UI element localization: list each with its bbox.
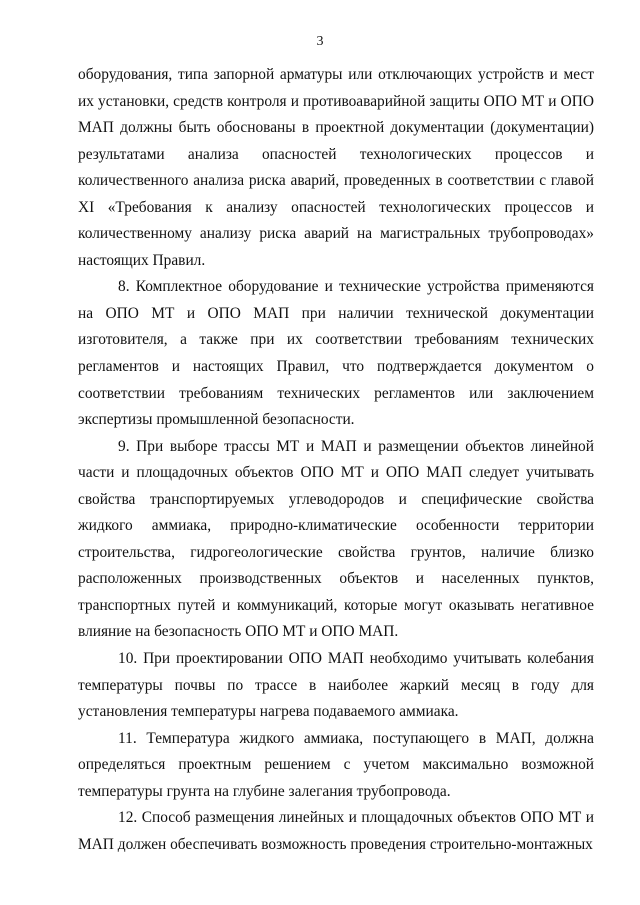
paragraph-item-9: 9. При выборе трассы МТ и МАП и размещении объектов линейной части и площадочных объектов ОПО МТ и ОПО МАП следует учитывать свойства транспортируемых углеводородов и специфические свойства жидкого аммиака, природно-климатические особенности территории строительства, гидрогеологические свойства грунтов, наличие близко расположенных производственных объектов и населенных пунктов, транспортных путей и коммуникаций, которые могут оказывать негативное влияние на безопасность ОПО МТ и ОПО МАП. <box>78 437 594 641</box>
paragraph-item-12: 12. Способ размещения линейных и площадочных объектов ОПО МТ и МАП должен обеспечивать возможность проведения строительно-монтажных <box>78 809 594 853</box>
page-number: 3 <box>316 34 324 49</box>
paragraph-item-8: 8. Комплектное оборудование и технические устройства применяются на ОПО МТ и ОПО МАП при наличии технической документации изготовителя, а также при их соответствии требованиям технических регламентов и настоящих Правил, что подтверждается документом о соответствии требованиям технических регламентов или заключением экспертизы промышленной безопасности. <box>78 278 594 429</box>
paragraph-continuation: оборудования, типа запорной арматуры или отключающих устройств и мест их установки, средств контроля и противоаварийной защиты ОПО МТ и ОПО МАП должны быть обоснованы в проектной документации (документации) результатами анализа опасностей технологических процессов и количественного анализа риска аварий, проведенных в соответствии с главой XI «Требования к анализу опасностей технологических процессов и количественному анализу риска аварий на магистральных трубопроводах» настоящих Правил. <box>78 66 594 269</box>
paragraph-item-10: 10. При проектировании ОПО МАП необходимо учитывать колебания температуры почвы по трассе в наиболее жаркий месяц в году для установления температуры нагрева подаваемого аммиака. <box>78 650 594 721</box>
paragraph-item-11: 11. Температура жидкого аммиака, поступающего в МАП, должна определяться проектным решением с учетом максимально возможной температуры грунта на глубине залегания трубопровода. <box>78 729 594 800</box>
document-body <box>78 62 594 858</box>
